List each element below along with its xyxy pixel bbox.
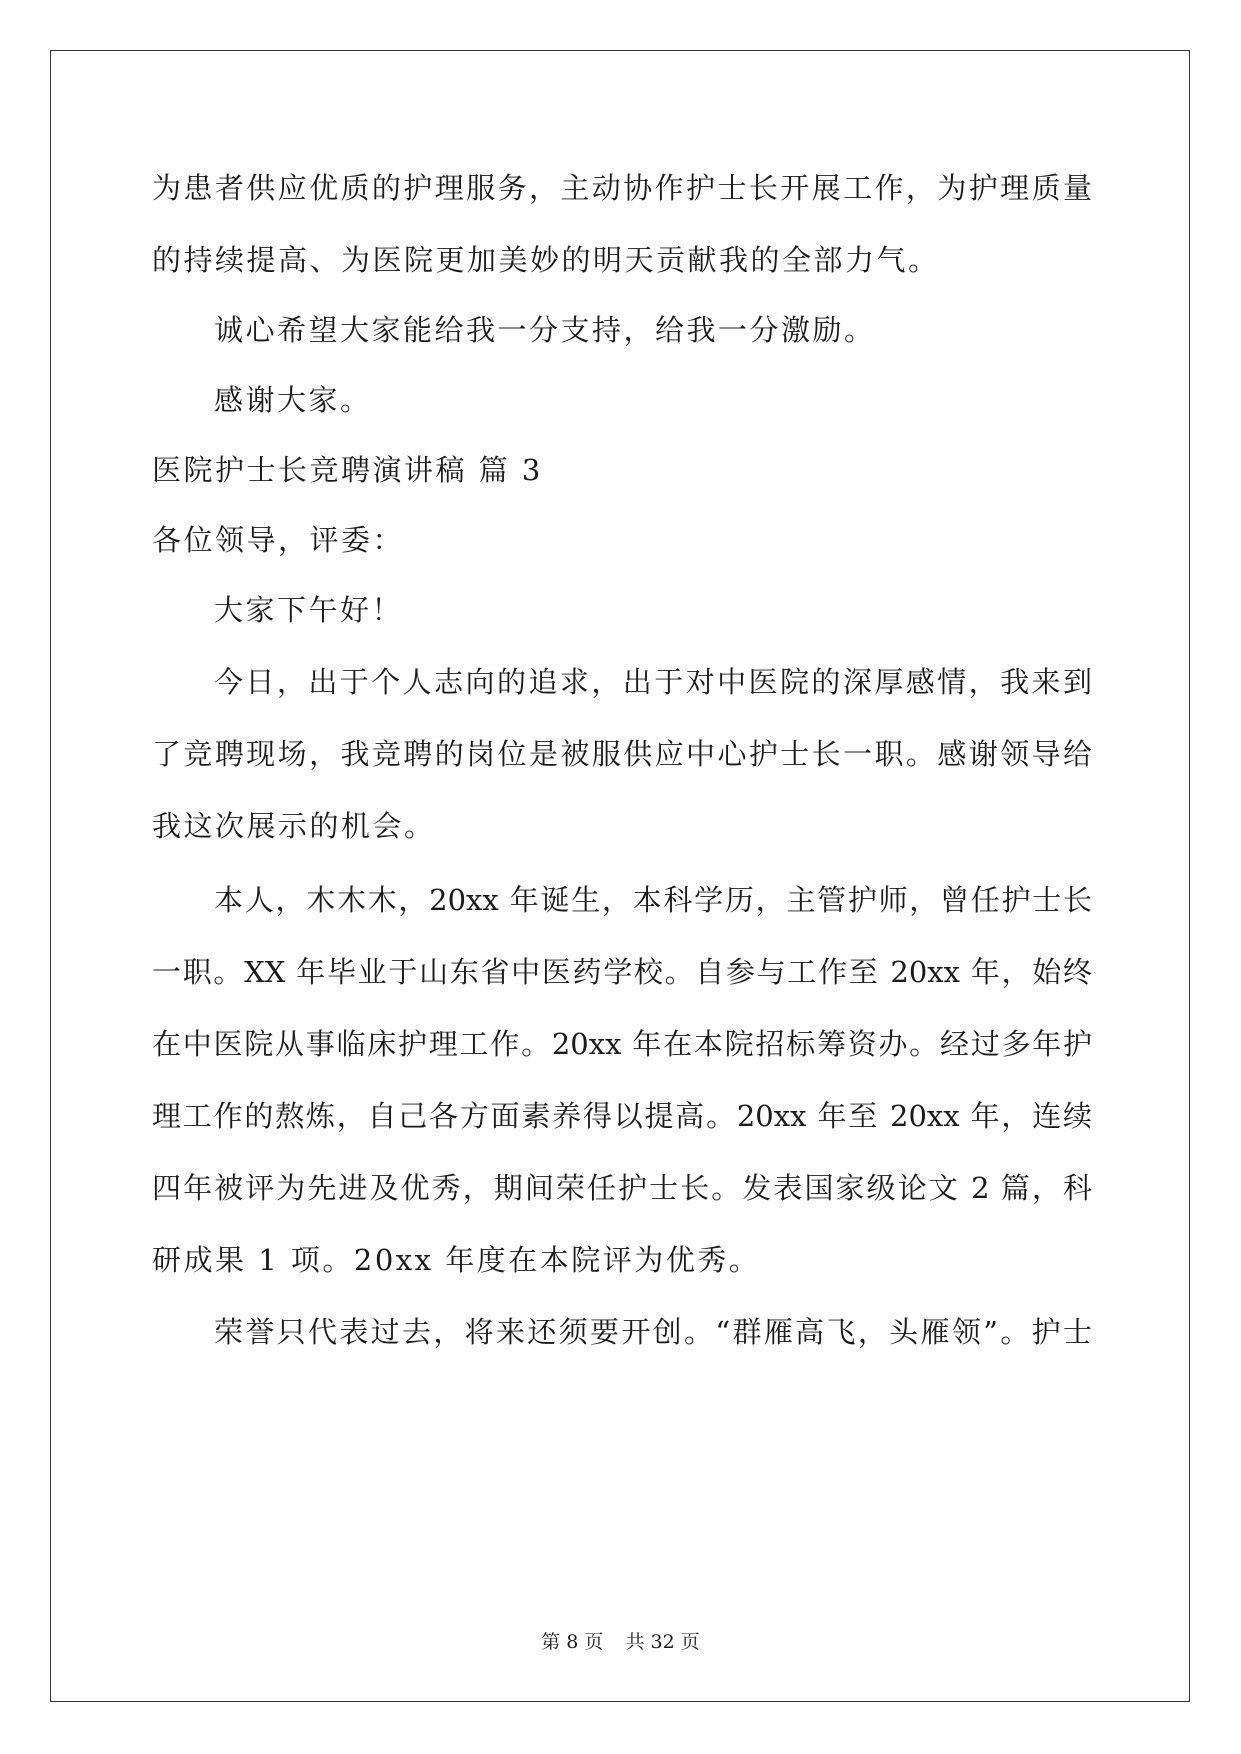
text-line: 了竞聘现场，我竞聘的岗位是被服供应中心护士长一职。感谢领导给 bbox=[152, 737, 1092, 771]
text-line: 四年被评为先进及优秀，期间荣任护士长。发表国家级论文 2 篇，科 bbox=[152, 1171, 1092, 1205]
text-line: 的持续提高、为医院更加美妙的明天贡献我的全部力气。 bbox=[152, 243, 940, 277]
text-line: 今日，出于个人志向的追求，出于对中医院的深厚感情，我来到 bbox=[214, 665, 1092, 699]
greeting: 大家下午好！ bbox=[214, 593, 404, 627]
text-line: 在中医院从事临床护理工作。20xx 年在本院招标筹资办。经过多年护 bbox=[152, 1027, 1092, 1061]
text-line: 研成果 1 项。20xx 年度在本院评为优秀。 bbox=[152, 1243, 761, 1277]
page-total: 共 32 页 bbox=[625, 1631, 700, 1653]
text-line: 本人，木木木，20xx 年诞生，本科学历，主管护师，曾任护士长 bbox=[214, 883, 1092, 917]
text-line: 荣誉只代表过去，将来还须要开创。“群雁高飞，头雁领”。护士 bbox=[214, 1315, 1092, 1349]
page-footer bbox=[0, 1630, 1241, 1654]
text-line: 感谢大家。 bbox=[214, 383, 372, 417]
salutation: 各位领导，评委： bbox=[152, 523, 405, 557]
text-line: 诚心希望大家能给我一分支持，给我一分激励。 bbox=[214, 313, 876, 347]
page-number: 第 8 页 bbox=[541, 1631, 604, 1653]
section-heading: 医院护士长竞聘演讲稿 篇 3 bbox=[152, 453, 543, 487]
page-border bbox=[50, 50, 1190, 1702]
text-line: 为患者供应优质的护理服务，主动协作护士长开展工作，为护理质量 bbox=[152, 171, 1092, 205]
text-line: 一职。XX 年毕业于山东省中医药学校。自参与工作至 20xx 年，始终 bbox=[152, 955, 1092, 989]
text-line: 理工作的熬炼，自己各方面素养得以提高。20xx 年至 20xx 年，连续 bbox=[152, 1099, 1092, 1133]
text-line: 我这次展示的机会。 bbox=[152, 809, 436, 843]
